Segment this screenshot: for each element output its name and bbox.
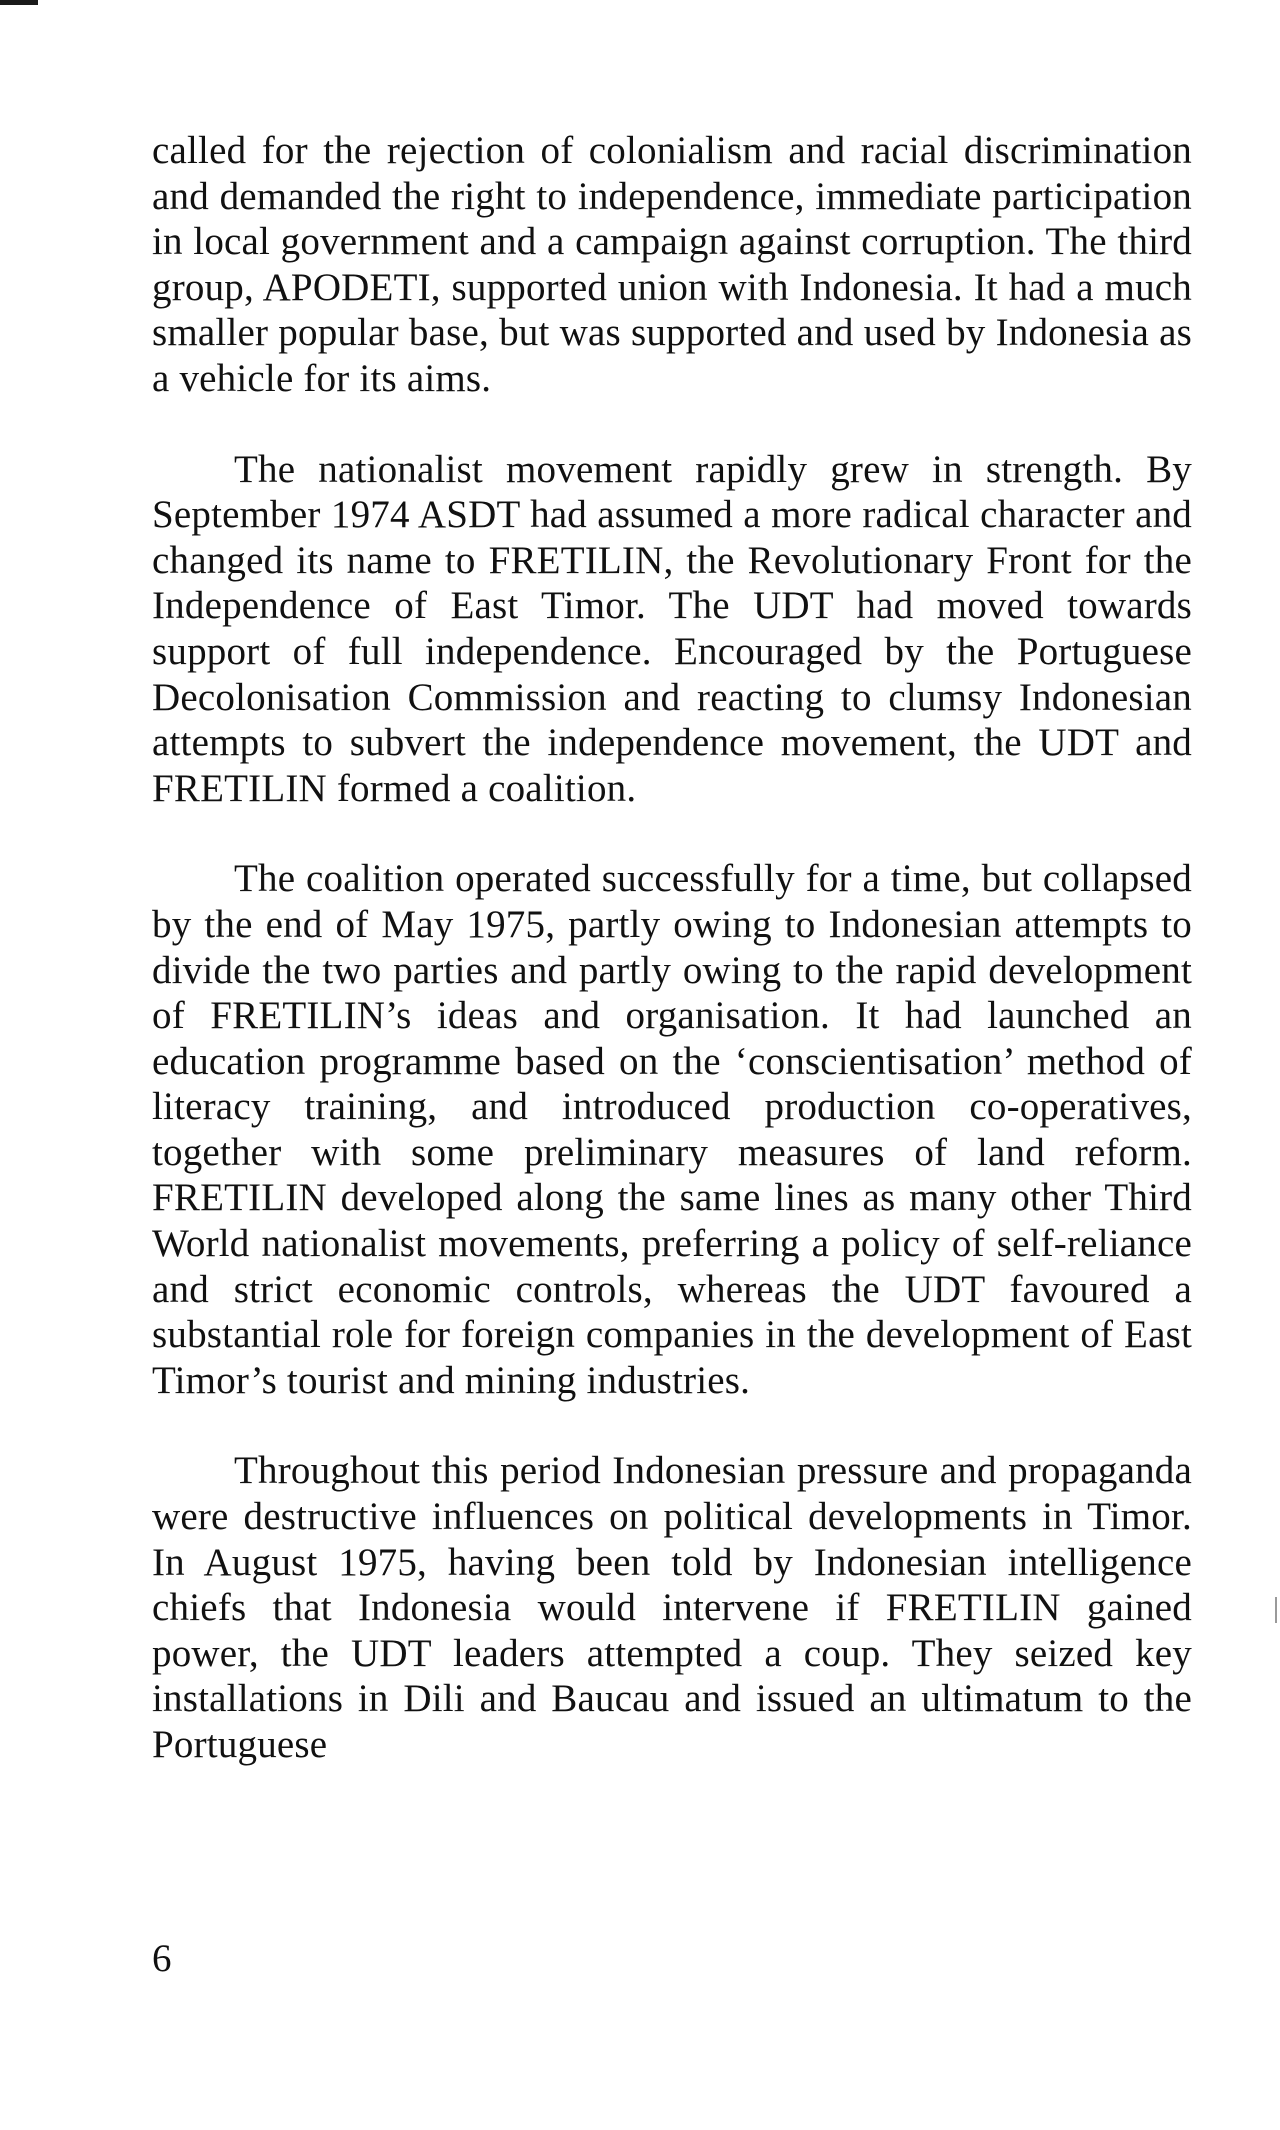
paragraph-4: Throughout this period Indonesian pressure and propaganda were destructive influences on political developments in Timor. In August 1975, having been told by Indonesian intelligence chiefs that Indonesia would intervene if FRETILIN gained power, the UDT leaders attempted a coup. They seized key installations in Dili and Baucau and issued an ultimatum to the Portuguese	[152, 1449, 1192, 1766]
scan-edge-mark	[1275, 1597, 1277, 1623]
scan-corner-mark	[0, 0, 38, 5]
paragraph-1: called for the rejection of colonialism and racial discrimination and demanded the right to independence, immediate participation in local government and a campaign against corruption. The third group, APODETI, supported union with Indonesia. It had a much smaller popular base, but was supported and used by Indonesia as a vehicle for its aims.	[152, 129, 1192, 400]
page-number: 6	[152, 1937, 172, 1980]
paragraph-2: The nationalist movement rapidly grew in strength. By September 1974 ASDT had assumed a more radical character and changed its name to FRETILIN, the Revolutionary Front for the Independence of East Timor. The UDT had moved towards support of full independence. Encouraged by the Portuguese Decolonisation Commission and reacting to clumsy Indonesian attempts to subvert the independence movement, the UDT and FRETILIN formed a coalition.	[152, 447, 1192, 810]
paragraph-3: The coalition operated successfully for a time, but collapsed by the end of May 1975, partly owing to Indonesian attempts to divide the two parties and partly owing to the rapid development of FRETILIN’s ideas and organisation. It had launched an education programme based on the ‘conscientisation’ method of literacy training, and introduced production co-operatives, together with some preliminary measures of land reform. FRETILIN developed along the same lines as many other Third World nationalist movements, preferring a policy of self-reliance and strict economic controls, whereas the UDT favoured a substantial role for foreign companies in the development of East Timor’s tourist and mining industries.	[152, 857, 1192, 1402]
body-text	[152, 128, 1192, 1813]
